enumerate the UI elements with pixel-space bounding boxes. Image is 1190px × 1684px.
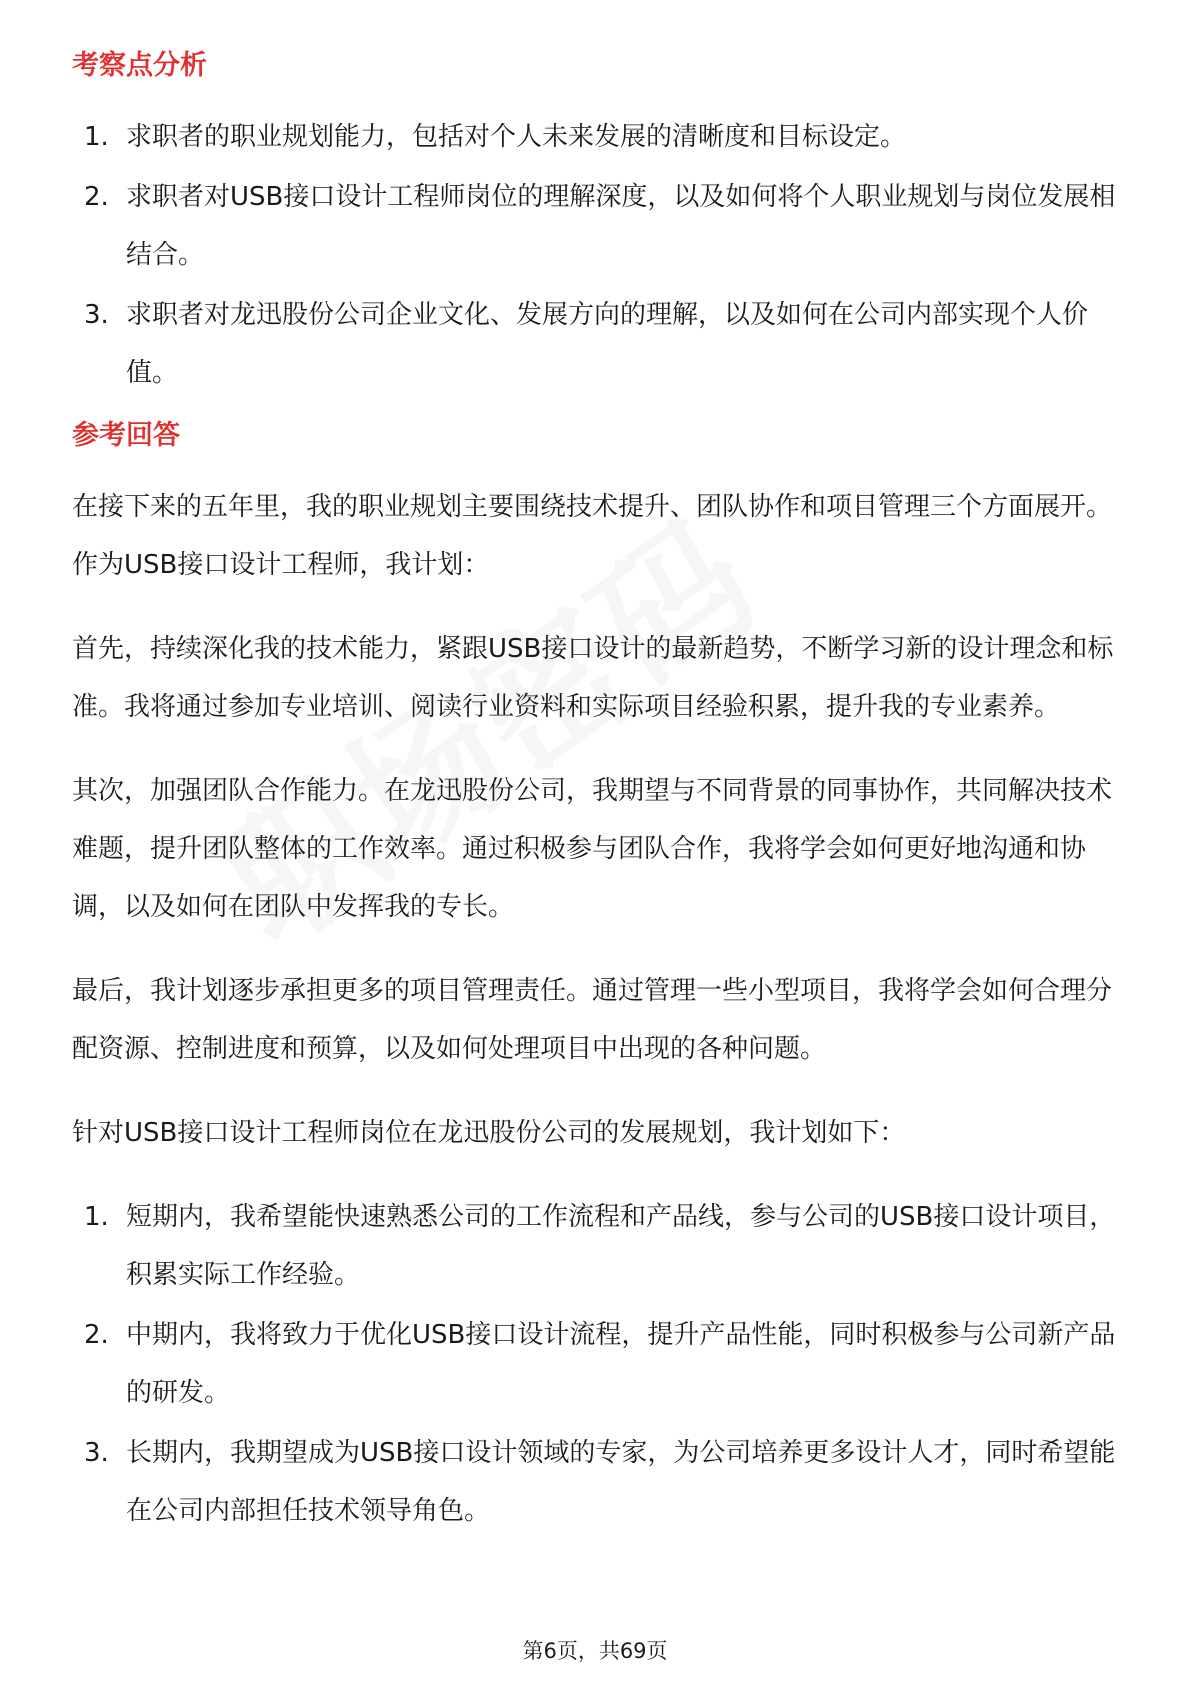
paragraph: 首先，持续深化我的技术能力，紧跟USB接口设计的最新趋势，不断学习新的设计理念和标准。我将通过参加专业培训、阅读行业资料和实际项目经验积累，提升我的专业素养。 (72, 634, 1114, 722)
paragraph: 其次，加强团队合作能力。在龙迅股份公司，我期望与不同背景的同事协作，共同解决技术难题，提升团队整体的工作效率。通过积极参与团队合作，我将学会如何更好地沟通和协调，以及如何在团队中发挥我的专长。 (72, 776, 1113, 922)
list-item (72, 1306, 1118, 1422)
list-item-text: 短期内，我希望能快速熟悉公司的工作流程和产品线，参与公司的USB接口设计项目，积累实际工作经验。 (126, 1202, 1116, 1290)
list-item (72, 1188, 1118, 1304)
list-item-text: 求职者对龙迅股份公司企业文化、发展方向的理解，以及如何在公司内部实现个人价值。 (126, 300, 1089, 388)
list-item-number: 3. (84, 1438, 109, 1468)
list-item-number: 1. (84, 122, 109, 152)
section-title-analysis: 考察点分析 (72, 50, 207, 81)
list-item (72, 168, 1118, 284)
plan-list (72, 1188, 1118, 1540)
page-number-footer: 第6页，共69页 (522, 1639, 668, 1663)
paragraph: 针对USB接口设计工程师岗位在龙迅股份公司的发展规划，我计划如下： (72, 1118, 906, 1148)
list-item (72, 108, 1118, 166)
list-item-number: 3. (84, 300, 109, 330)
paragraph: 在接下来的五年里，我的职业规划主要围绕技术提升、团队协作和项目管理三个方面展开。作为USB接口设计工程师，我计划： (72, 492, 1113, 580)
list-item-text: 长期内，我期望成为USB接口设计领域的专家，为公司培养更多设计人才，同时希望能在公司内部担任技术领导角色。 (126, 1438, 1116, 1526)
list-item (72, 1424, 1118, 1540)
list-item (72, 286, 1118, 402)
analysis-list (72, 108, 1118, 402)
paragraph: 最后，我计划逐步承担更多的项目管理责任。通过管理一些小型项目，我将学会如何合理分配资源、控制进度和预算，以及如何处理项目中出现的各种问题。 (72, 976, 1113, 1064)
list-item-number: 1. (84, 1202, 109, 1232)
list-item-text: 中期内，我将致力于优化USB接口设计流程，提升产品性能，同时积极参与公司新产品的研发。 (126, 1320, 1116, 1408)
list-item-text: 求职者对USB接口设计工程师岗位的理解深度，以及如何将个人职业规划与岗位发展相结合。 (126, 182, 1116, 270)
list-item-text: 求职者的职业规划能力，包括对个人未来发展的清晰度和目标设定。 (126, 122, 907, 152)
list-item-number: 2. (84, 1320, 109, 1350)
list-item-number: 2. (84, 182, 109, 212)
section-title-reference-answer: 参考回答 (72, 420, 180, 451)
page-content (72, 46, 1118, 1540)
